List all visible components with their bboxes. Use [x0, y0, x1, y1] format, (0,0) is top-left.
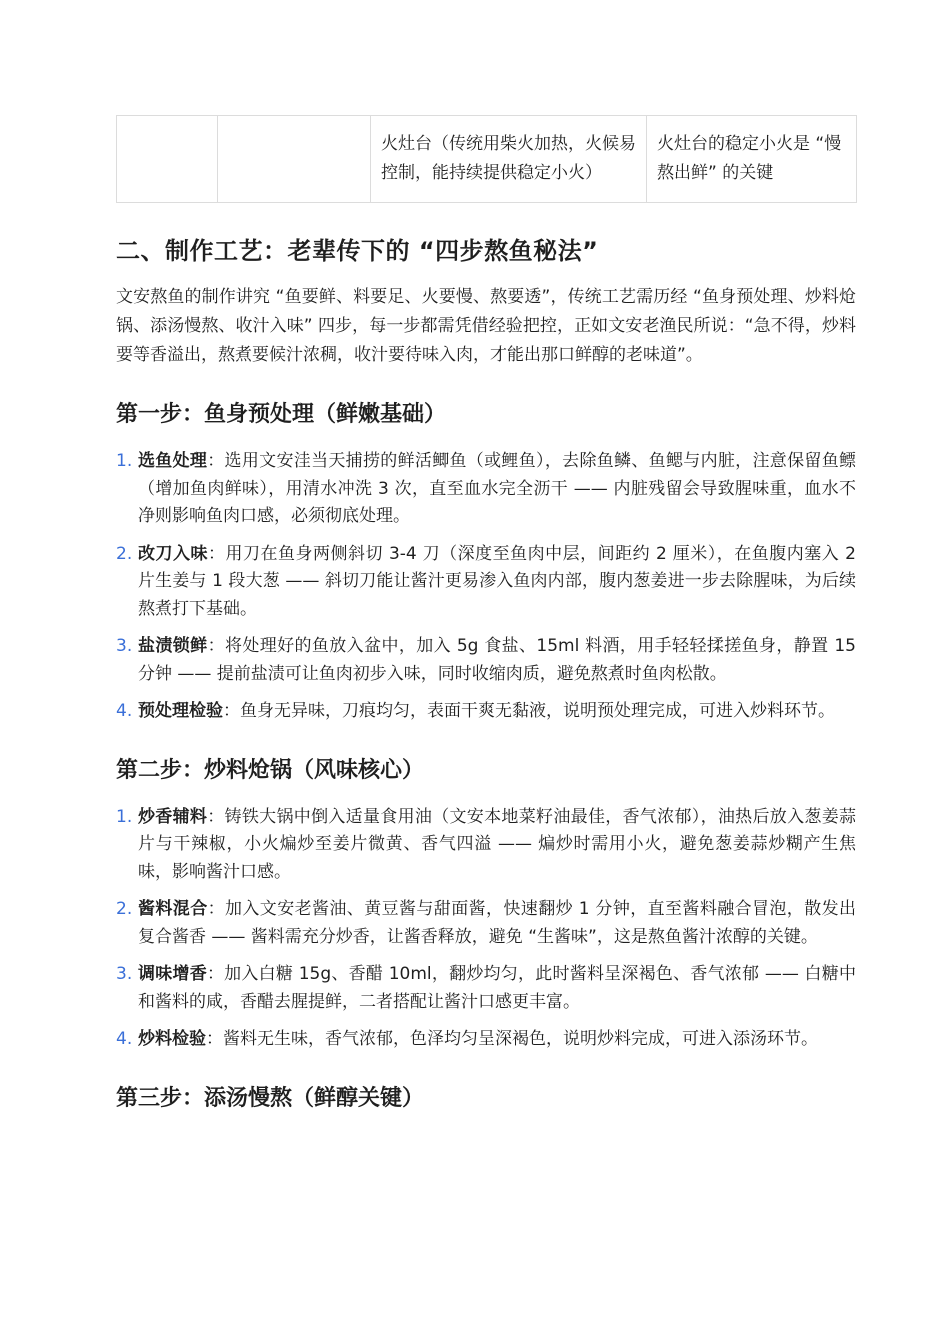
list-item	[116, 896, 856, 951]
list-term: 选鱼处理	[138, 451, 208, 471]
step-heading: 第一步：鱼身预处理（鲜嫩基础）	[116, 402, 447, 427]
list-item	[116, 698, 856, 726]
list-number: 2.	[116, 543, 133, 564]
list-item	[116, 961, 856, 1016]
list-term: 酱料混合	[138, 899, 208, 919]
section-intro: 文安熬鱼的制作讲究 “鱼要鲜、料要足、火要慢、熬要透”，传统工艺需历经 “鱼身预处理、炒料炝锅、添汤慢熬、收汁入味” 四步，每一步都需凭借经验把控，正如文安老渔民所说：“急不得，炒料要等香溢出，熬煮要候汁浓稠，收汁要待味入肉，才能出那口鲜醇的老味道”。	[116, 287, 856, 365]
table-cell	[218, 116, 371, 203]
list-item	[116, 448, 856, 531]
step-heading: 第二步：炒料炝锅（风味核心）	[116, 757, 425, 783]
section-heading: 二、制作工艺：老辈传下的 “四步熬鱼秘法”	[116, 237, 599, 265]
step-list	[116, 448, 856, 726]
list-text: ：用刀在鱼身两侧斜切 3-4 刀（深度至鱼肉中层，间距约 2 厘米），在鱼腹内塞入 2 片生姜与 1 段大葱 —— 斜切刀能让酱汁更易渗入鱼肉内部，腹内葱姜进一步去除腥味，为后续熬煮打下基础。	[138, 543, 857, 619]
list-number: 1.	[116, 806, 133, 827]
table-cell: 火灶台（传统用柴火加热，火候易控制，能持续提供稳定小火）	[371, 116, 647, 203]
list-term: 改刀入味	[138, 543, 209, 564]
list-item	[116, 633, 856, 688]
list-number: 1.	[116, 451, 133, 471]
step-list	[116, 804, 856, 1054]
document-page	[116, 115, 856, 1116]
list-term: 盐渍锁鲜	[138, 636, 208, 656]
list-number: 4.	[116, 701, 133, 721]
list-term: 炒香辅料	[138, 806, 208, 827]
list-number: 2.	[116, 899, 133, 919]
table-cell	[117, 116, 218, 203]
list-text: ：选用文安洼当天捕捞的鲜活鲫鱼（或鲤鱼），去除鱼鳞、鱼鳃与内脏，注意保留鱼鳔（增加鱼肉鲜味），用清水冲洗 3 次，直至血水完全沥干 —— 内脏残留会导致腥味重，血水不净则影响鱼肉口感，必须彻底处理。	[138, 451, 857, 526]
list-text: ：鱼身无异味，刀痕均匀，表面干爽无黏液，说明预处理完成，可进入炒料环节。	[223, 701, 835, 721]
list-item	[116, 804, 856, 887]
list-text: ：加入白糖 15g、香醋 10ml，翻炒均匀，此时酱料呈深褐色、香气浓郁 —— 白糖中和酱料的咸，香醋去腥提鲜，二者搭配让酱汁口感更丰富。	[138, 964, 857, 1012]
list-term: 预处理检验	[138, 701, 223, 721]
list-term: 炒料检验	[138, 1029, 206, 1049]
tools-table	[116, 115, 857, 203]
list-number: 3.	[116, 964, 133, 984]
list-number: 3.	[116, 636, 133, 656]
table-row	[117, 116, 857, 203]
list-term: 调味增香	[138, 964, 207, 984]
list-item	[116, 541, 856, 624]
table-cell: 火灶台的稳定小火是 “慢熬出鲜” 的关键	[647, 116, 857, 203]
list-item	[116, 1026, 856, 1054]
list-text: ：将处理好的鱼放入盆中，加入 5g 食盐、15ml 料酒，用手轻轻揉搓鱼身，静置 15 分钟 —— 提前盐渍可让鱼肉初步入味，同时收缩肉质，避免熬煮时鱼肉松散。	[138, 636, 856, 684]
list-number: 4.	[116, 1029, 133, 1049]
list-text: ：酱料无生味，香气浓郁，色泽均匀呈深褐色，说明炒料完成，可进入添汤环节。	[206, 1029, 818, 1049]
list-text: ：加入文安老酱油、黄豆酱与甜面酱，快速翻炒 1 分钟，直至酱料融合冒泡，散发出复合酱香 —— 酱料需充分炒香，让酱香释放，避免 “生酱味”，这是熬鱼酱汁浓醇的关键。	[138, 899, 857, 947]
list-text: ：铸铁大锅中倒入适量食用油（文安本地菜籽油最佳，香气浓郁），油热后放入葱姜蒜片与干辣椒，小火煸炒至姜片微黄、香气四溢 —— 煸炒时需用小火，避免葱姜蒜炒糊产生焦味，影响酱汁口感。	[138, 806, 857, 882]
step-heading: 第三步：添汤慢熬（鲜醇关键）	[116, 1085, 425, 1111]
